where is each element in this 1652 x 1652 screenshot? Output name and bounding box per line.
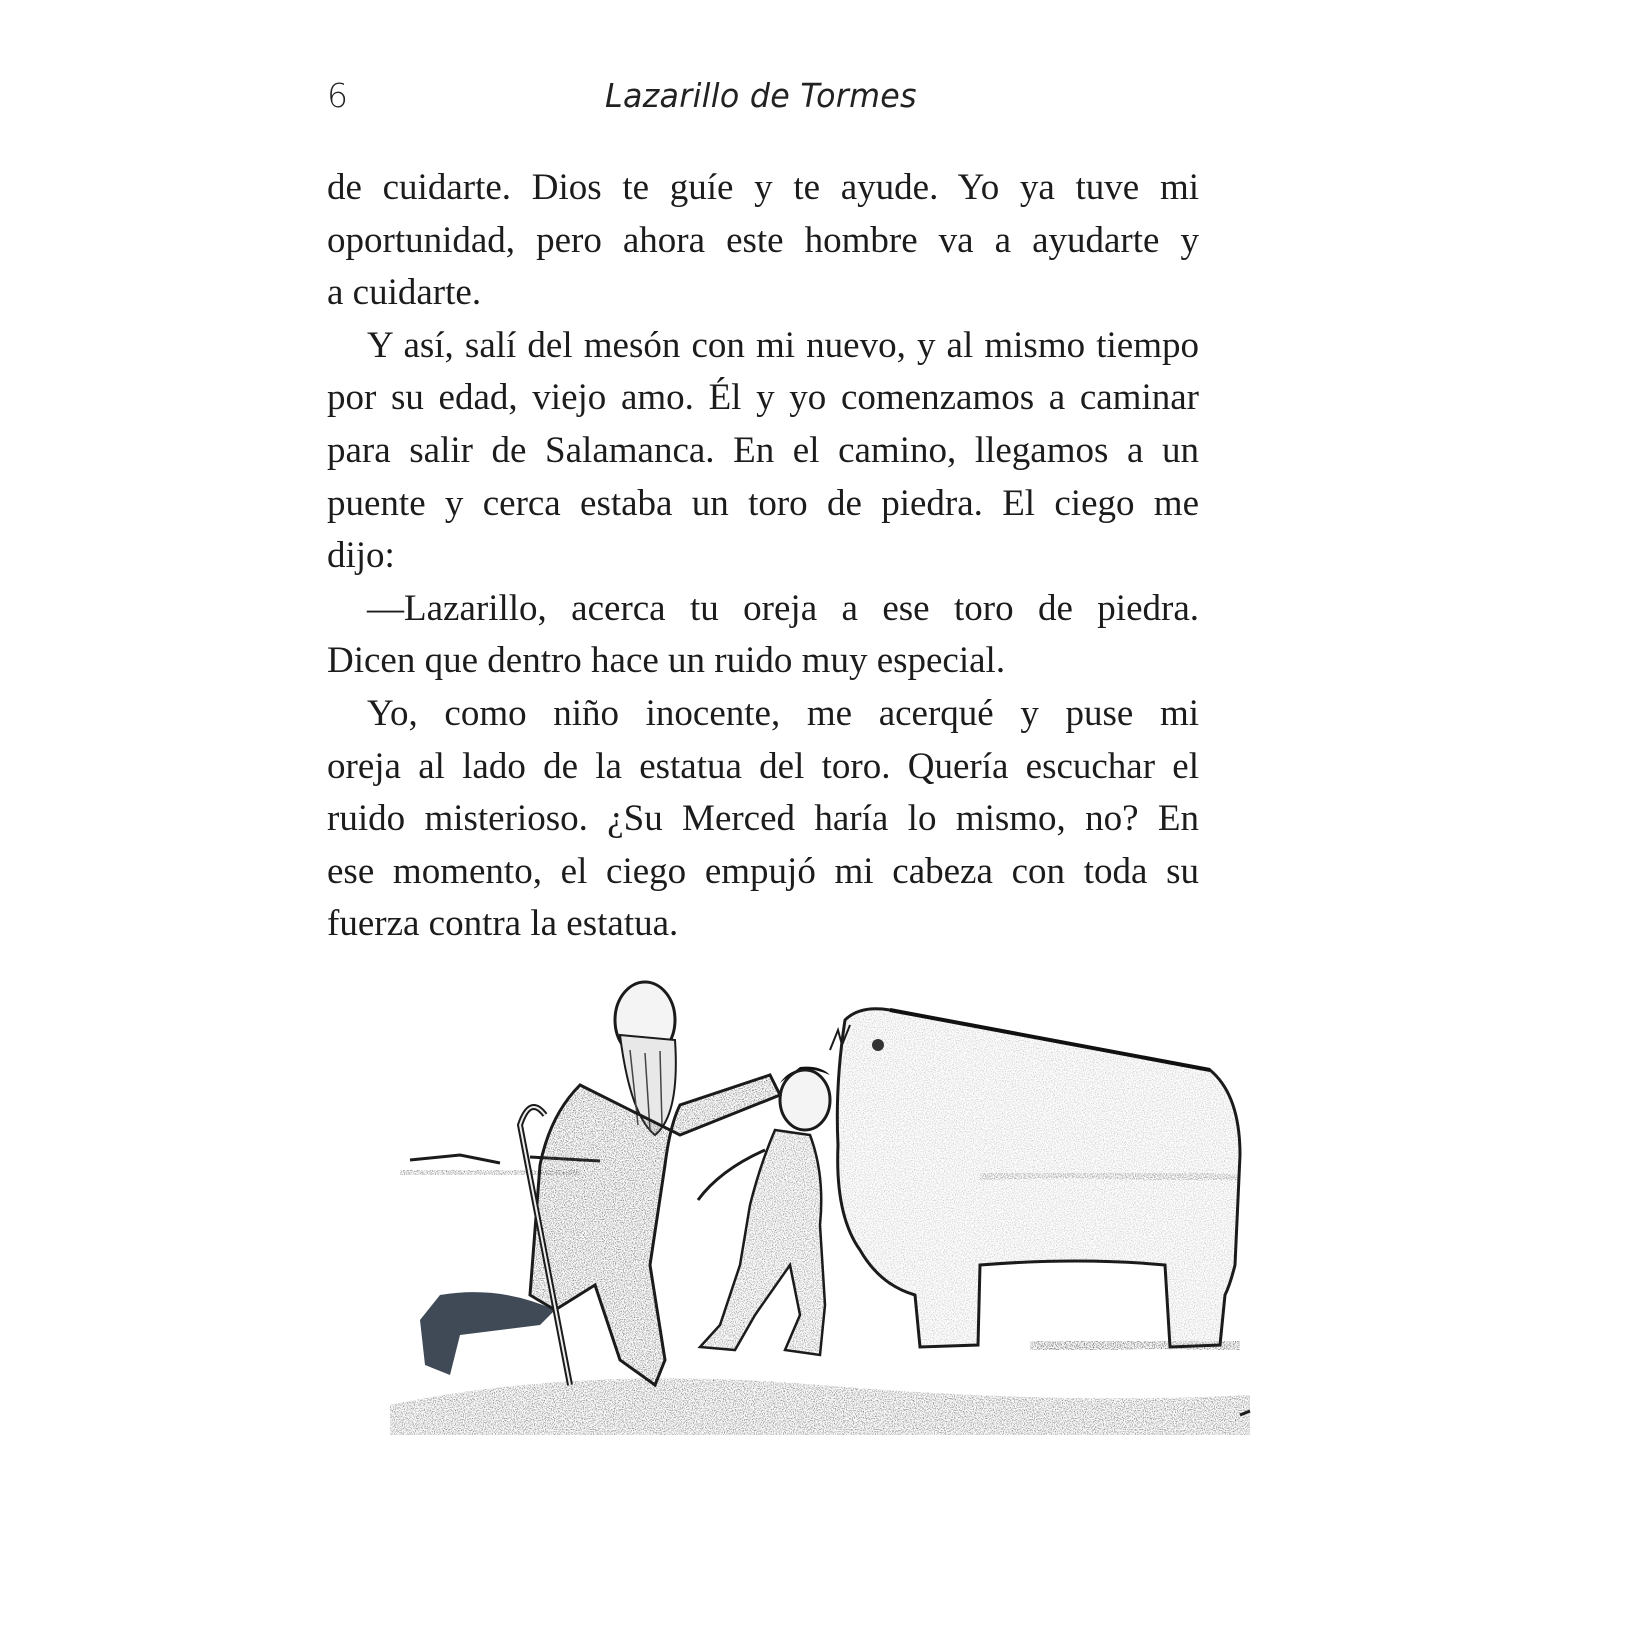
text-line: por su edad, viejo amo. Él y yo comenzamos a caminar — [327, 377, 1199, 419]
illustration-svg — [380, 965, 1260, 1445]
text-line: —Lazarillo, acerca tu oreja a ese toro de piedra. — [367, 587, 1199, 629]
body-text — [327, 162, 1199, 951]
text-line: fuerza contra la estatua. — [327, 903, 679, 945]
text-line: Yo, como niño inocente, me acerqué y puse mi — [367, 692, 1199, 734]
text-line: dijo: — [327, 535, 395, 577]
boy-lazarillo — [698, 1025, 850, 1355]
text-line: para salir de Salamanca. En el camino, llegamos a un — [327, 429, 1199, 471]
illustration-blind-man-and-bull — [380, 965, 1260, 1445]
text-line: puente y cerca estaba un toro de piedra. El ciego me — [327, 482, 1199, 524]
running-head — [327, 76, 1199, 122]
text-line: Dicen que dentro hace un ruido muy especial. — [327, 640, 1006, 682]
text-line: oreja al lado de la estatua del toro. Quería escuchar el — [327, 745, 1199, 787]
text-line: de cuidarte. Dios te guíe y te ayude. Yo ya tuve mi — [327, 167, 1199, 208]
text-line: ese momento, el ciego empujó mi cabeza con toda su — [327, 850, 1199, 892]
page-number: 6 — [327, 76, 349, 115]
text-line: a cuidarte. — [327, 272, 482, 314]
text-line: oportunidad, pero ahora este hombre va a ayudarte y — [327, 219, 1199, 261]
text-line: ruido misterioso. ¿Su Merced haría lo mismo, no? En — [327, 798, 1199, 840]
text-line: Y así, salí del mesón con mi nuevo, y al mismo tiempo — [367, 324, 1199, 366]
book-title: Lazarillo de Tormes — [605, 76, 917, 115]
stone-bull-statue — [837, 1009, 1240, 1347]
